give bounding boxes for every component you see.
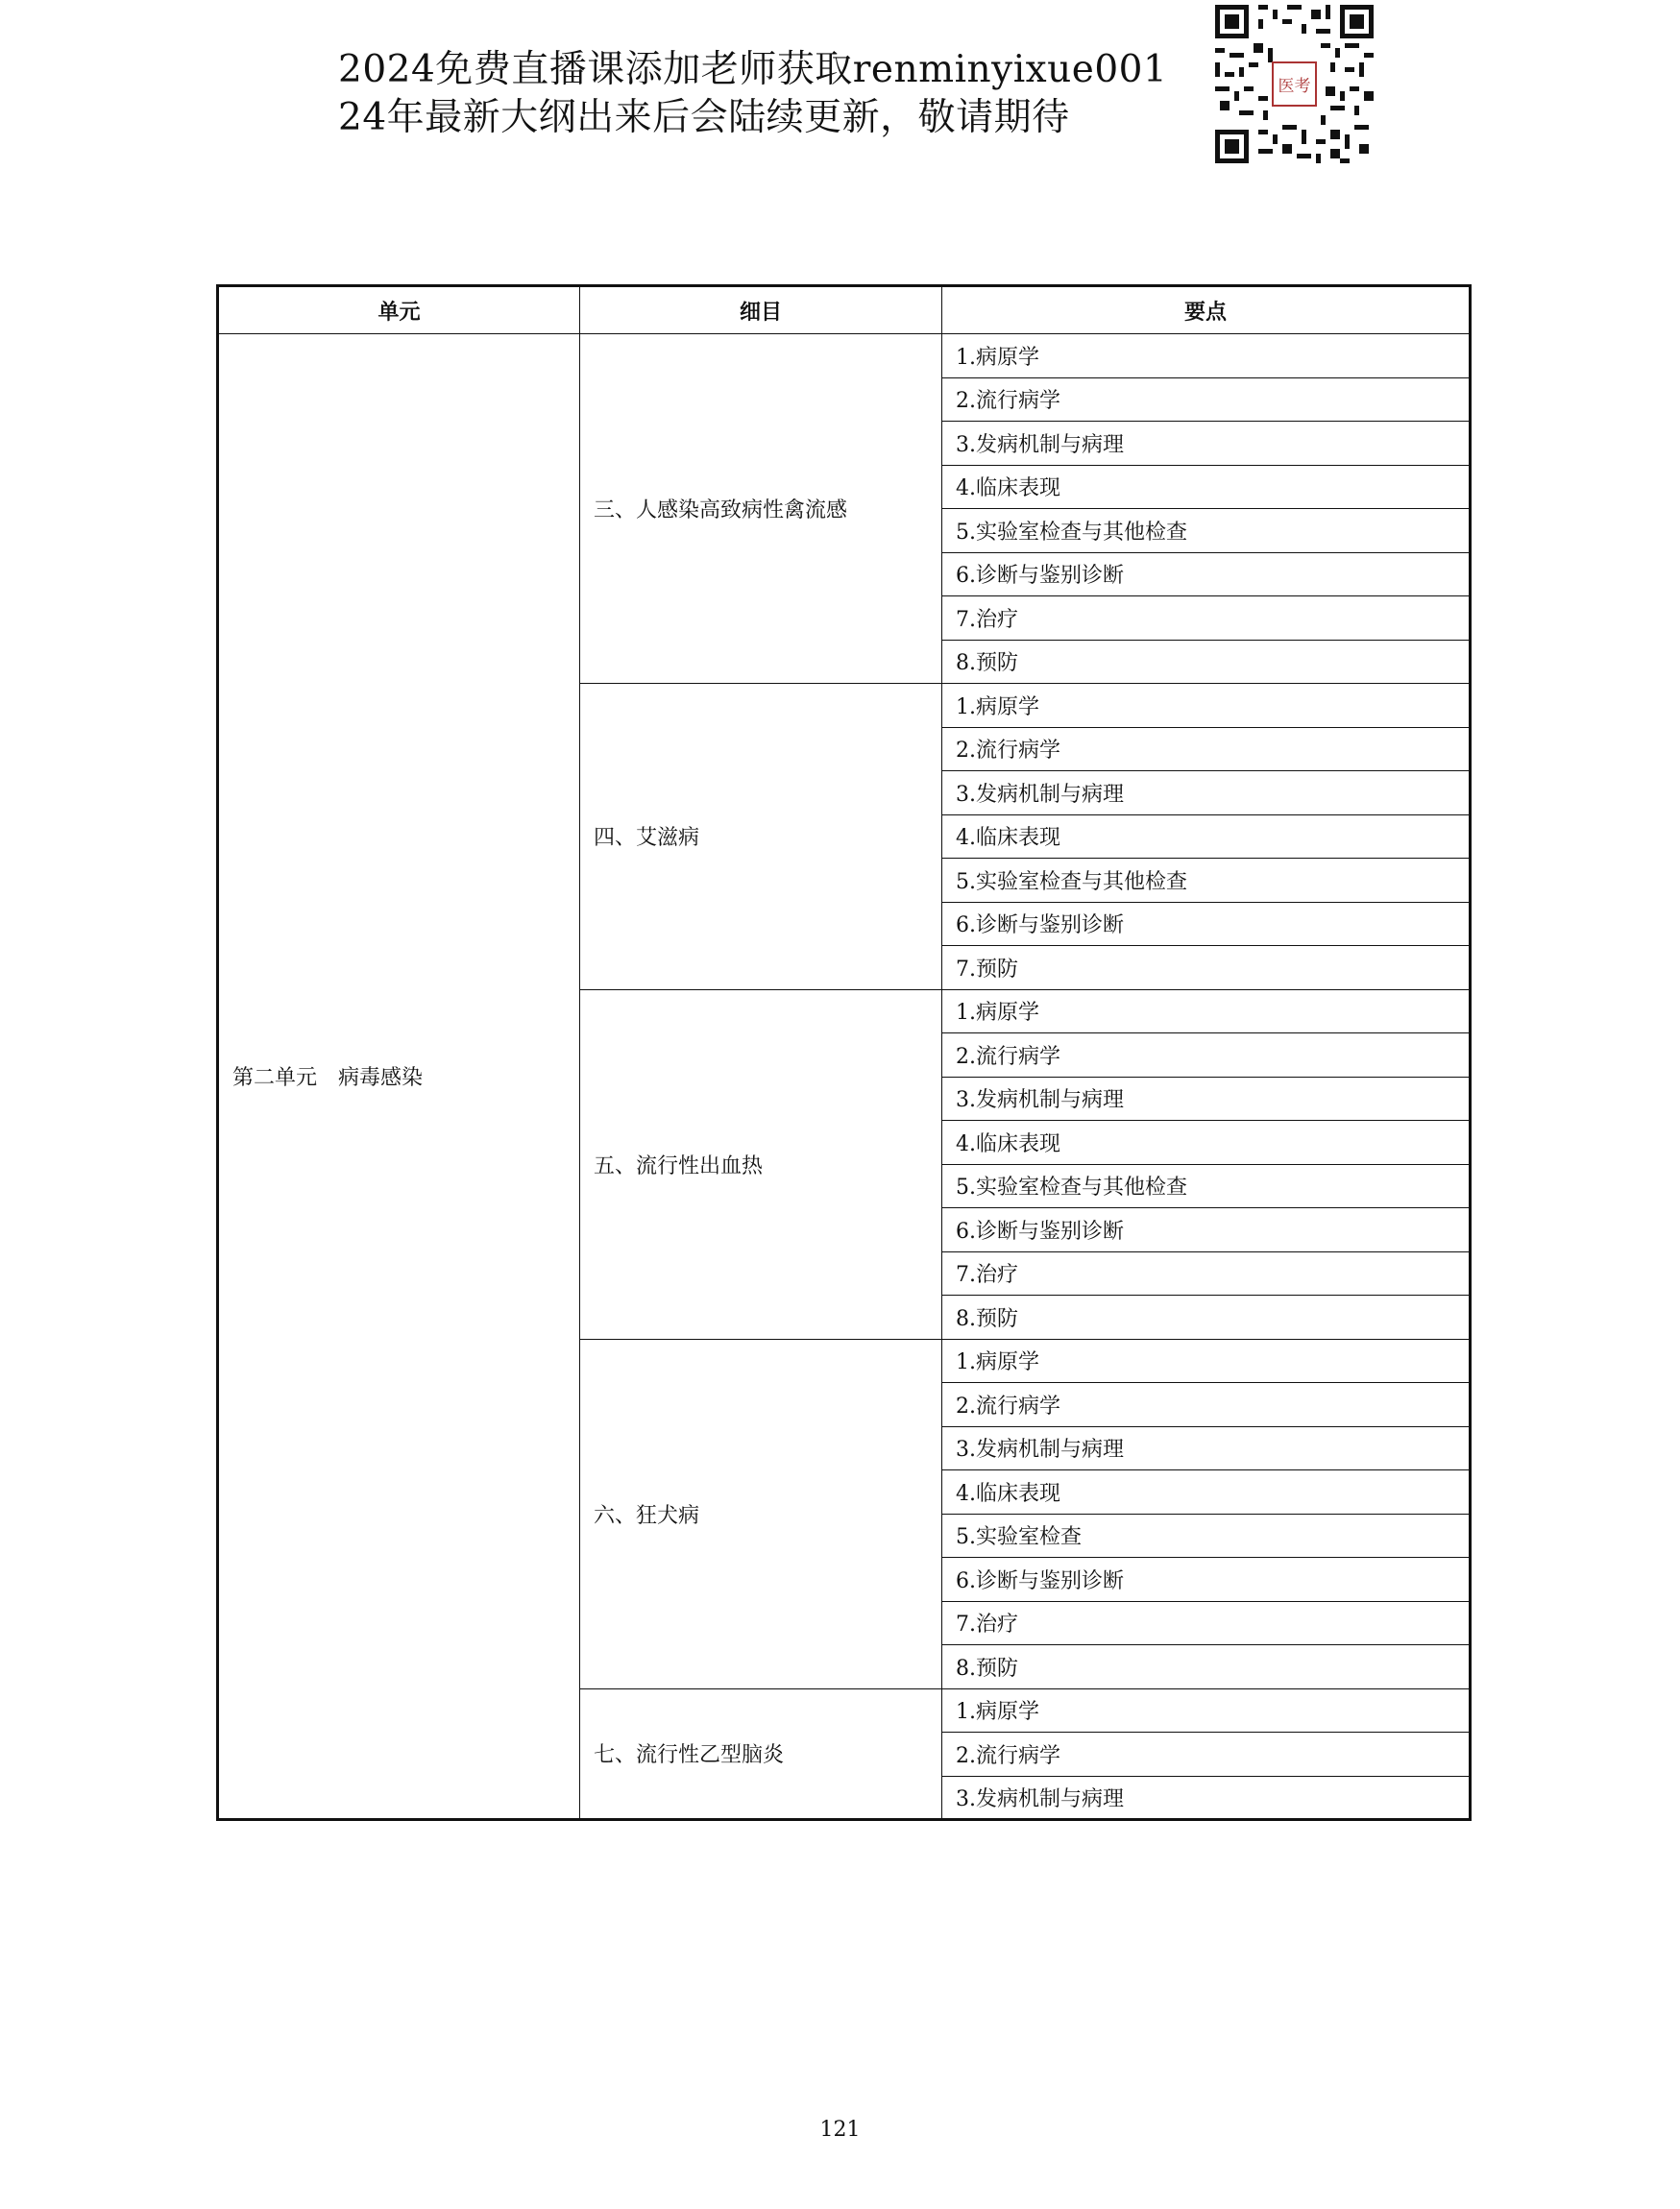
point-cell: 4.临床表现 [942,1121,1471,1165]
syllabus-table [216,284,1472,1821]
point-cell: 7.治疗 [942,1251,1471,1296]
point-cell: 5.实验室检查 [942,1514,1471,1558]
point-cell: 1.病原学 [942,684,1471,728]
point-cell: 3.发病机制与病理 [942,1776,1471,1820]
subtopic-cell: 四、艾滋病 [580,684,942,990]
point-cell: 6.诊断与鉴别诊断 [942,1558,1471,1602]
point-cell: 6.诊断与鉴别诊断 [942,1208,1471,1252]
point-cell: 3.发病机制与病理 [942,1426,1471,1470]
point-cell: 7.治疗 [942,596,1471,641]
point-cell: 4.临床表现 [942,465,1471,509]
point-cell: 7.预防 [942,946,1471,990]
column-header-points: 要点 [942,286,1471,334]
point-cell: 2.流行病学 [942,377,1471,422]
point-cell: 5.实验室检查与其他检查 [942,859,1471,903]
point-cell: 2.流行病学 [942,1733,1471,1777]
qr-code-icon[interactable] [1215,5,1374,163]
unit-cell: 第二单元 病毒感染 [218,334,580,1820]
table-row [218,334,1471,378]
qr-center-label: 医考 [1278,77,1311,96]
page-number: 121 [819,2118,861,2142]
point-cell: 8.预防 [942,640,1471,684]
point-cell: 2.流行病学 [942,1033,1471,1078]
point-cell: 1.病原学 [942,1688,1471,1733]
column-header-subtopic: 细目 [580,286,942,334]
point-cell: 8.预防 [942,1296,1471,1340]
point-cell: 5.实验室检查与其他检查 [942,509,1471,553]
point-cell: 5.实验室检查与其他检查 [942,1164,1471,1208]
point-cell: 1.病原学 [942,334,1471,378]
point-cell: 6.诊断与鉴别诊断 [942,902,1471,946]
header-update-line: 24年最新大纲出来后会陆续更新，敬请期待 [338,96,1070,139]
subtopic-cell: 三、人感染高致病性禽流感 [580,334,942,684]
table-body [218,334,1471,1820]
point-cell: 1.病原学 [942,989,1471,1033]
point-cell: 3.发病机制与病理 [942,771,1471,815]
point-cell: 8.预防 [942,1645,1471,1689]
subtopic-cell: 七、流行性乙型脑炎 [580,1688,942,1820]
point-cell: 2.流行病学 [942,727,1471,771]
point-cell: 7.治疗 [942,1601,1471,1645]
page-header [338,46,1203,142]
point-cell: 2.流行病学 [942,1383,1471,1427]
point-cell: 6.诊断与鉴别诊断 [942,552,1471,596]
point-cell: 1.病原学 [942,1339,1471,1383]
subtopic-cell: 五、流行性出血热 [580,989,942,1339]
table-header-row [218,286,1471,334]
point-cell: 3.发病机制与病理 [942,1077,1471,1121]
header-promo-line: 2024免费直播课添加老师获取renminyixue001 [338,48,1168,91]
point-cell: 4.临床表现 [942,814,1471,859]
column-header-unit: 单元 [218,286,580,334]
subtopic-cell: 六、狂犬病 [580,1339,942,1688]
point-cell: 4.临床表现 [942,1470,1471,1515]
point-cell: 3.发病机制与病理 [942,422,1471,466]
